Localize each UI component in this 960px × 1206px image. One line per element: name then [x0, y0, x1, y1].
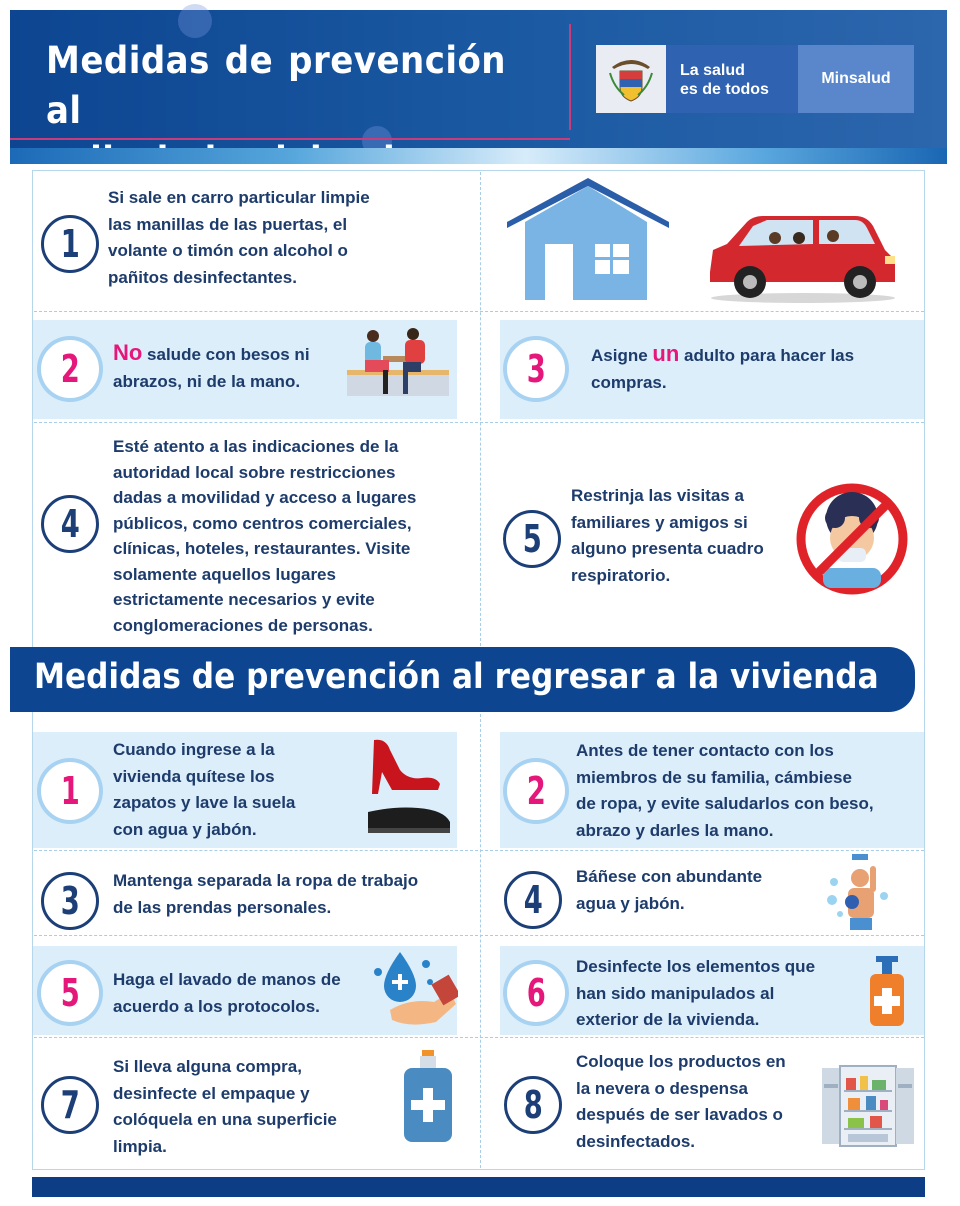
number-badge: 7: [41, 1076, 99, 1134]
no-greeting-icon: [347, 324, 449, 402]
regresar-item-5-text: Haga el lavado de manos de acuerdo a los protocolos.: [113, 970, 341, 1016]
car-icon: [705, 210, 900, 305]
footer-bar: [32, 1177, 925, 1197]
fridge-icon: [820, 1064, 916, 1148]
number-badge: 2: [507, 762, 565, 820]
number-badge: 1: [41, 215, 99, 273]
logo-org-name: Minsalud: [798, 45, 914, 113]
title-underline: [10, 138, 570, 140]
logo-slogan-line-1: La salud: [680, 62, 745, 79]
regresar-item-1-text: Cuando ingrese a la vivienda quítese los zapatos y lave la suela con agua y jabón.: [113, 740, 296, 839]
no-visitors-icon: [795, 482, 909, 596]
shoes-icon: [364, 736, 452, 838]
number-badge: 1: [41, 762, 99, 820]
salir-item-4-text: Esté atento a las indicaciones de la autoridad local sobre restricciones dadas a movilidad y acceso a lugares públicos, como centros comerciales, clínicas, hoteles, restaurantes. Visite solamente aquellos lugares estrictamente necesarios y evite conglomeraciones de personas.: [113, 437, 417, 635]
coat-of-arms-icon: [596, 45, 666, 113]
number-badge: 8: [504, 1076, 562, 1134]
logo-slogan: [666, 45, 798, 113]
column-divider-top: [480, 172, 481, 646]
regresar-item-2-text: Antes de tener contacto con los miembros de su familia, cámbiese de ropa, y evite saludarlos con beso, abrazo y darles la mano.: [576, 741, 874, 840]
row-divider: [34, 422, 924, 423]
number-badge: 3: [507, 340, 565, 398]
row-divider: [34, 311, 924, 312]
title-divider: [569, 24, 571, 130]
row-divider: [34, 935, 924, 936]
header-gradient-strip: [10, 148, 947, 164]
logo-slogan-line-2: es de todos: [680, 81, 769, 98]
title-line-1: Medidas de prevención al: [46, 39, 506, 132]
number-badge: 6: [507, 964, 565, 1022]
disinfectant-orange-icon: [862, 954, 912, 1028]
section-title: Medidas de prevención al regresar a la vivienda: [34, 657, 879, 697]
regresar-section-bar: [10, 647, 915, 712]
number-badge: 4: [504, 871, 562, 929]
minsalud-logo: [596, 45, 914, 113]
column-divider-bottom: [480, 714, 481, 1168]
number-badge: 2: [41, 340, 99, 398]
virus-decoration-icon: [178, 4, 212, 38]
house-icon: [505, 172, 671, 304]
number-badge: 5: [41, 964, 99, 1022]
regresar-item-7-text: Si lleva alguna compra, desinfecte el empaque y colóquela en una superficie limpia.: [113, 1057, 337, 1156]
regresar-item-3-text: Mantenga separada la ropa de trabajo de las prendas personales.: [113, 871, 419, 917]
number-badge: 5: [503, 510, 561, 568]
regresar-item-8-text: Coloque los productos en la nevera o despensa después de ser lavados o desinfectados.: [576, 1052, 786, 1151]
regresar-item-4-text: Báñese con abundante agua y jabón.: [576, 867, 763, 913]
number-badge: 4: [41, 495, 99, 553]
salir-item-5-text: Restrinja las visitas a familiares y amigos si alguno presenta cuadro respiratorio.: [571, 486, 764, 585]
row-divider: [34, 1037, 924, 1038]
handwash-icon: [370, 948, 458, 1030]
shower-icon: [824, 852, 894, 932]
salir-item-2-text: No salude con besos ni abrazos, ni de la mano.: [113, 340, 310, 391]
salir-item-3-text: Asigne un adulto para hacer las compras.: [591, 341, 855, 392]
salir-item-1-text: Si sale en carro particular limpie las manillas de las puertas, el volante o timón con alcohol o pañitos desinfectantes.: [108, 188, 370, 287]
number-badge: 3: [41, 872, 99, 930]
row-divider: [34, 850, 924, 851]
disinfectant-blue-icon: [400, 1048, 456, 1144]
regresar-item-6-text: Desinfecte los elementos que han sido manipulados al exterior de la vivienda.: [576, 957, 816, 1029]
